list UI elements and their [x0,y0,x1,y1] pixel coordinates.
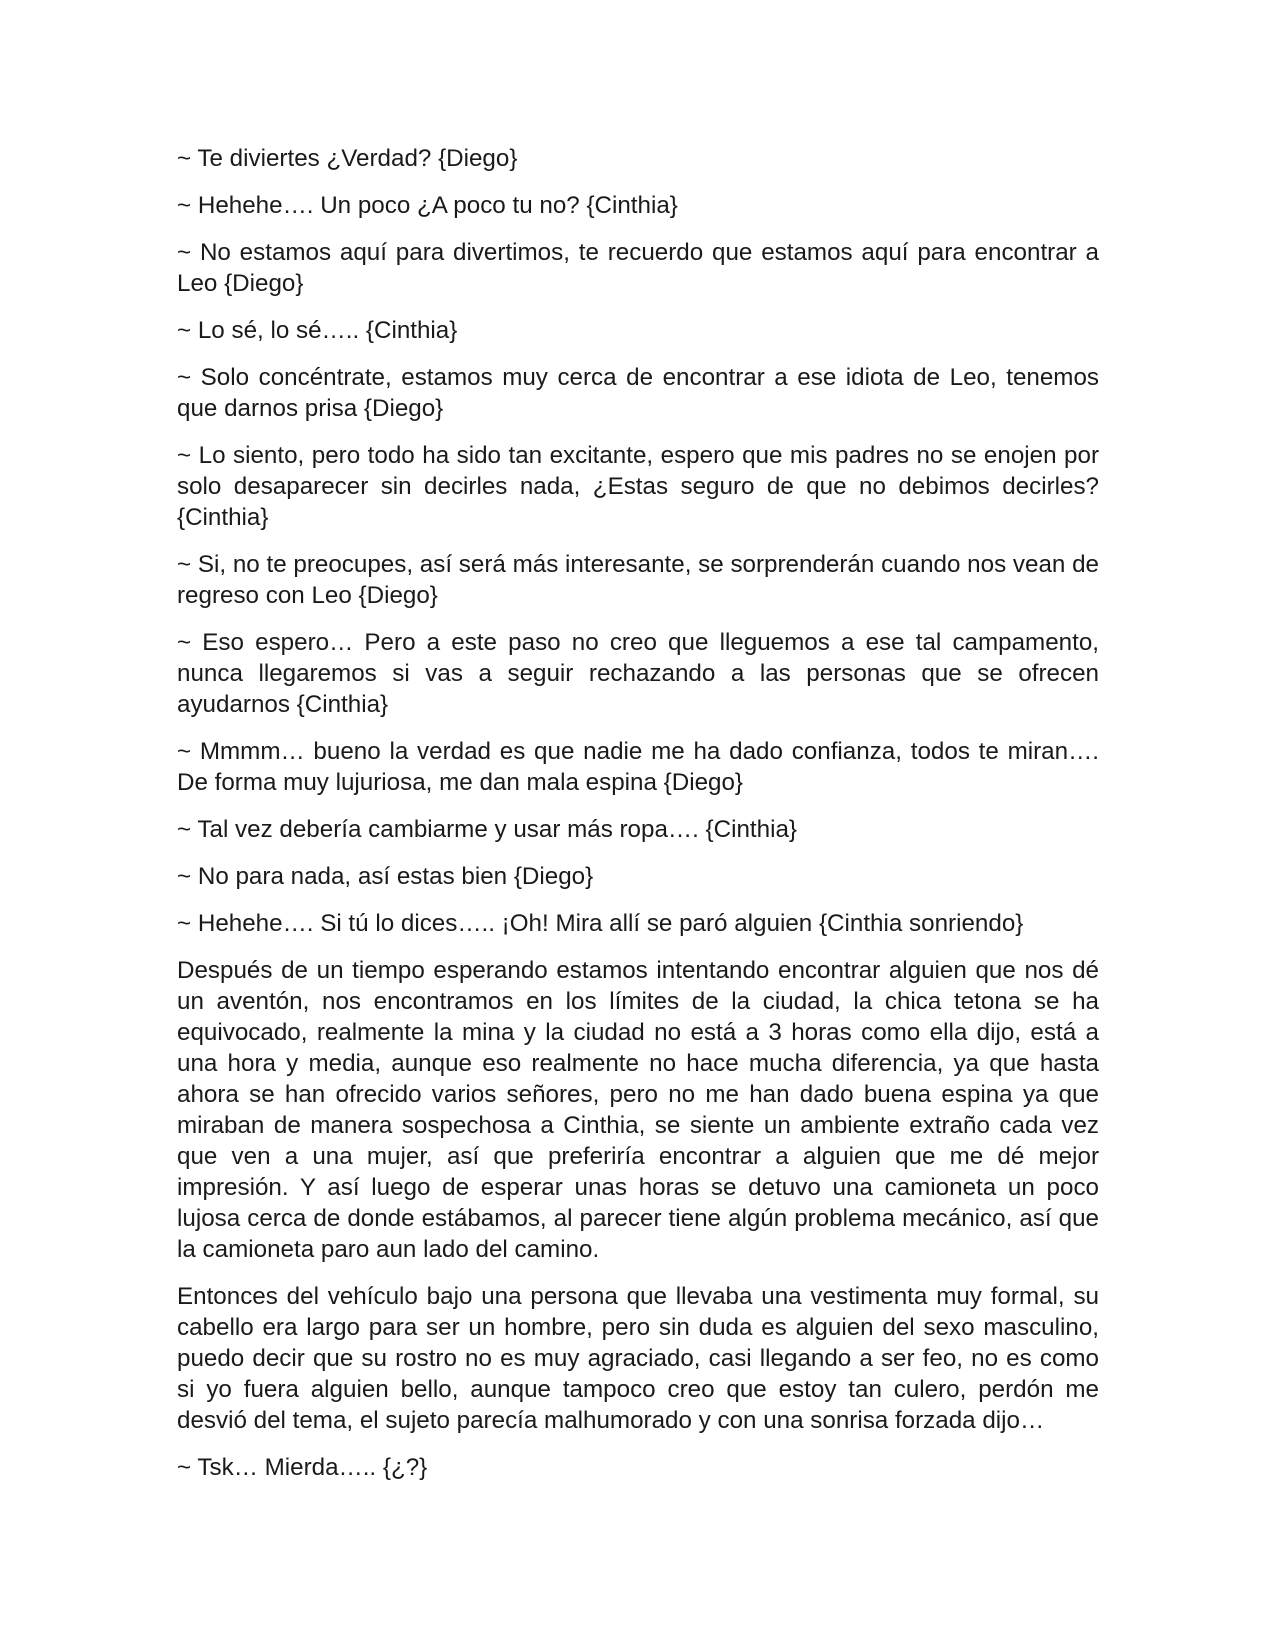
dialogue-line: ~ Eso espero… Pero a este paso no creo que lleguemos a ese tal campamento, nunca llegaremos si vas a seguir rechazando a las personas que se ofrecen ayudarnos {Cinthia} [177,629,1099,718]
narrative-paragraph: Después de un tiempo esperando estamos intentando encontrar alguien que nos dé un aventón, nos encontramos en los límites de la ciudad, la chica tetona se ha equivocado, realmente la mina y la ciudad no está a 3 horas como ella dijo, está a una hora y media, aunque eso realmente no hace mucha diferencia, ya que hasta ahora se han ofrecido varios señores, pero no me han dado buena espina ya que miraban de manera sospechosa a Cinthia, se siente un ambiente extraño cada vez que ven a una mujer, así que preferiría encontrar a alguien que me dé mejor impresión. Y así luego de esperar unas horas se detuvo una camioneta un poco lujosa cerca de donde estábamos, al parecer tiene algún problema mecánico, así que la camioneta paro aun lado del camino. [177,957,1099,1263]
narrative-paragraph: Entonces del vehículo bajo una persona que llevaba una vestimenta muy formal, su cabello era largo para ser un hombre, pero sin duda es alguien del sexo masculino, puedo decir que su rostro no es muy agraciado, casi llegando a ser feo, no es como si yo fuera alguien bello, aunque tampoco creo que estoy tan culero, perdón me desvió del tema, el sujeto parecía malhumorado y con una sonrisa forzada dijo… [177,1283,1099,1434]
dialogue-line: ~ Hehehe…. Si tú lo dices….. ¡Oh! Mira allí se paró alguien {Cinthia sonriendo} [177,910,1024,937]
dialogue-line: ~ Mmmm… bueno la verdad es que nadie me ha dado confianza, todos te miran…. De forma muy lujuriosa, me dan mala espina {Diego} [177,738,1099,796]
dialogue-line: ~ No estamos aquí para divertimos, te recuerdo que estamos aquí para encontrar a Leo {Diego} [177,239,1099,297]
document-page [177,143,1099,1499]
dialogue-line: ~ Lo siento, pero todo ha sido tan excitante, espero que mis padres no se enojen por solo desaparecer sin decirles nada, ¿Estas seguro de que no debimos decirles? {Cinthia} [177,442,1099,531]
dialogue-line: ~ Lo sé, lo sé….. {Cinthia} [177,317,458,344]
dialogue-line: ~ Te diviertes ¿Verdad? {Diego} [177,145,518,172]
dialogue-line: ~ Hehehe…. Un poco ¿A poco tu no? {Cinthia} [177,192,678,219]
dialogue-line: ~ Tal vez debería cambiarme y usar más ropa…. {Cinthia} [177,816,797,843]
dialogue-line: ~ Tsk… Mierda….. {¿?} [177,1454,428,1481]
dialogue-line: ~ Si, no te preocupes, así será más interesante, se sorprenderán cuando nos vean de regreso con Leo {Diego} [177,551,1099,609]
dialogue-line: ~ Solo concéntrate, estamos muy cerca de encontrar a ese idiota de Leo, tenemos que darnos prisa {Diego} [177,364,1099,422]
dialogue-line: ~ No para nada, así estas bien {Diego} [177,863,594,890]
